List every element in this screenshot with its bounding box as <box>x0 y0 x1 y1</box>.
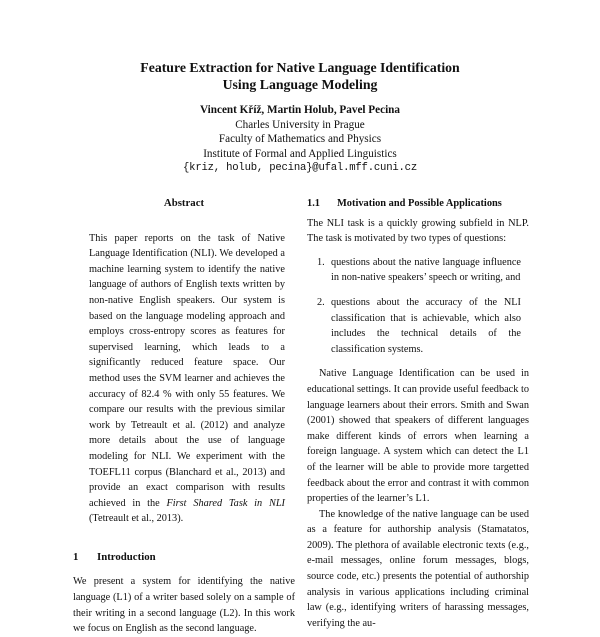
list-item-text: questions about the native language influence in non-native speakers’ speech or writing, and <box>331 256 521 284</box>
question-list <box>307 255 529 358</box>
introduction-number: 1 <box>73 550 79 563</box>
abstract-italic-citation: First Shared Task in NLI <box>166 497 285 509</box>
motivation-intro: The NLI task is a quickly growing subfield in NLP. The task is motivated by two types of questions: <box>307 217 529 245</box>
introduction-title: Introduction <box>97 550 156 563</box>
paper-title <box>80 59 520 93</box>
introduction-heading <box>73 550 295 566</box>
abstract-text-start: This paper reports on the task of Native Language Identification (NLI). We developed a machine learning system to identify the native language of authors of English texts written by non-native English speakers. Our system is based on the language modeling approach and employs cross-entropy scores as features for supervised learning, which leads to a significantly reduced feature space. Our method uses the SVM learner and achieves the accuracy of 82.4 % with only 55 features. We compare our results with the previous similar work by Tetreault et al. (2012) and analyze more details about the use of language modeling for NLI. We experiment with the TOEFL11 corpus (Blanchard et al., 2013) and provide an exact comparison with results achieved in the <box>89 232 285 509</box>
abstract-heading: Abstract <box>163 197 205 209</box>
author-names: Vincent Kříž, Martin Holub, Pavel Pecina <box>200 104 400 116</box>
list-item <box>307 295 529 357</box>
right-column <box>307 196 529 631</box>
motivation-title: Motivation and Possible Applications <box>337 198 502 209</box>
abstract-text-end: (Tetreault et al., 2013). <box>89 513 184 525</box>
author-block <box>80 103 520 176</box>
motivation-paragraph-2: The knowledge of the native language can be used as a feature for authorship analysis (Stamatatos, 2009). The plethora of available electronic texts (e.g., e-mail messages, online forum messages, blogs, source code, etc.) presents the potential of authorship analysis in various applications including criminal law (e.g., identifying writers of harassing messages, verifying the au- <box>307 508 529 629</box>
title-line-2: Using Language Modeling <box>222 77 378 92</box>
list-item-marker: 2. <box>317 296 325 308</box>
affiliation-institute: Institute of Formal and Applied Linguistics <box>203 147 397 160</box>
abstract-text <box>73 231 295 527</box>
motivation-heading <box>307 196 529 212</box>
motivation-number: 1.1 <box>307 198 320 209</box>
list-item <box>307 255 529 286</box>
left-column <box>73 196 295 637</box>
title-line-1: Feature Extraction for Native Language Identification <box>140 60 460 75</box>
introduction-text: We present a system for identifying the native language (L1) of a writer based solely on a sample of their writing in a second language (L2). In this work we focus on English as the second language. <box>73 576 295 635</box>
author-emails: {kriz, holub, pecina}@ufal.mff.cuni.cz <box>183 162 417 175</box>
affiliation-faculty: Faculty of Mathematics and Physics <box>218 133 382 146</box>
motivation-paragraph-1: Native Language Identification can be used in educational settings. It can provide useful feedback to language learners about their errors. Smith and Swan (2001) showed that speakers of different languages make different kinds of errors when learning a foreign language. A system which can detect the L1 of the learner will be able to provide more targetted feedback about the error and contrast it with common properties of the learner’s L1. <box>307 368 529 505</box>
list-item-text: questions about the accuracy of the NLI classification that is achievable, which also includes the technical details of the classification systems. <box>331 296 521 355</box>
list-item-marker: 1. <box>317 256 325 268</box>
affiliation-university: Charles University in Prague <box>235 118 365 131</box>
